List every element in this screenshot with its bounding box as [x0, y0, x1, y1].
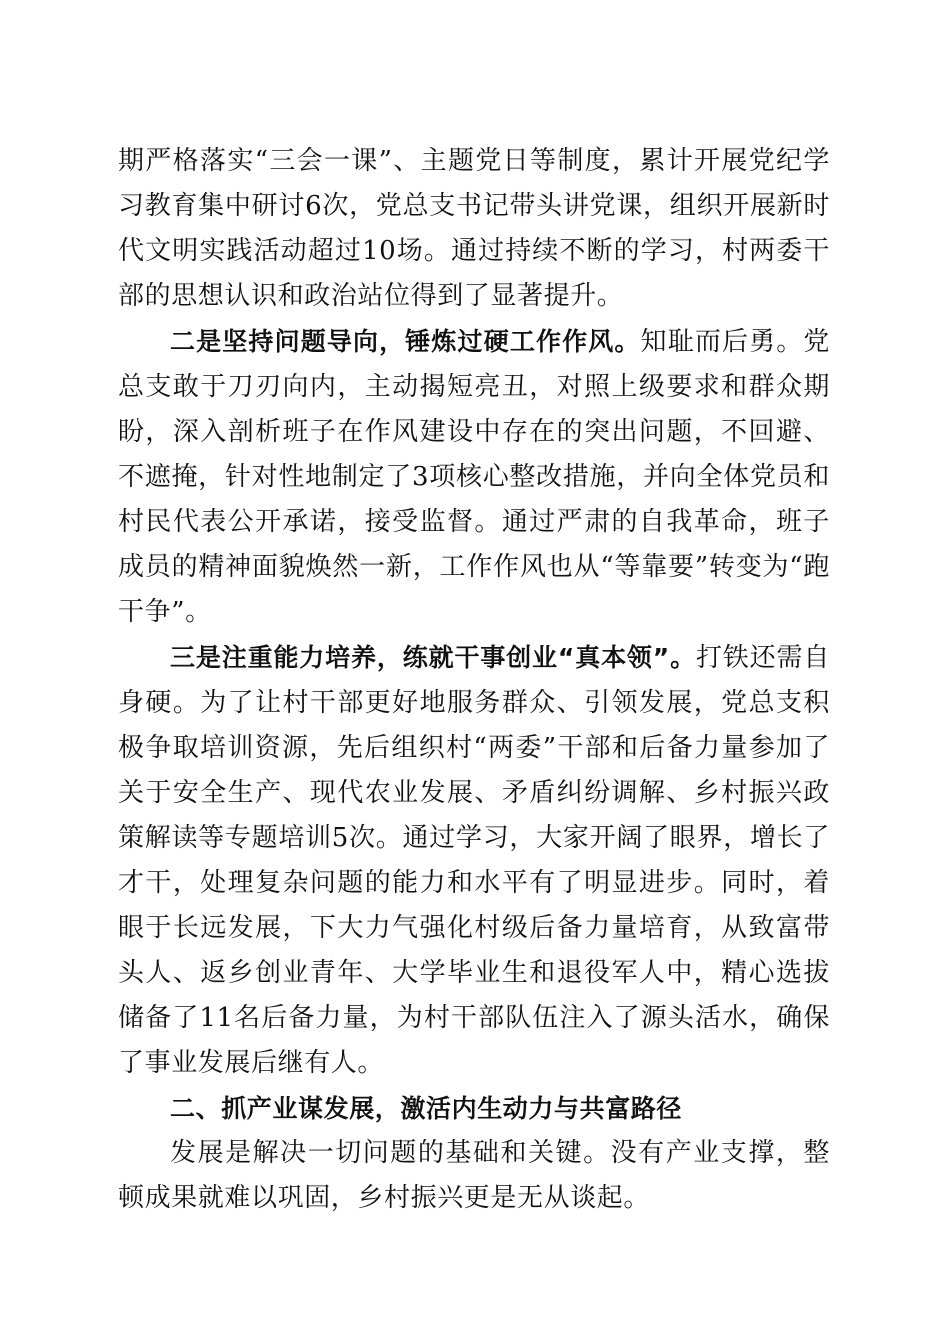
- paragraph-lead-sentence: 二是坚持问题导向，锤炼过硬工作作风。: [170, 327, 641, 356]
- paragraph-text: 知耻而后勇。党总支敢于刀刃向内，主动揭短亮丑，对照上级要求和群众期盼，深入剖析班子在作风建设中存在的突出问题，不回避、不遮掩，针对性地制定了3项核心整改措施，并向全体党员和村民代表公开承诺，接受监督。通过严肃的自我革命，班子成员的精神面貌焕然一新，工作作风也从“等靠要”转变为“跑干争”。: [118, 327, 830, 627]
- paragraph-text: 发展是解决一切问题的基础和关键。没有产业支撑，整顿成果就难以巩固，乡村振兴更是无从谈起。: [118, 1138, 830, 1213]
- section-heading: 二、抓产业谋发展，激活内生动力与共富路径: [170, 1094, 683, 1123]
- paragraph-lead-sentence: 三是注重能力培养，练就干事创业“真本领”。: [170, 643, 696, 672]
- paragraph-text: 期严格落实“三会一课”、主题党日等制度，累计开展党纪学习教育集中研讨6次，党总支书记带头讲党课，组织开展新时代文明实践活动超过10场。通过持续不断的学习，村两委干部的思想认识和政治站位得到了显著提升。: [118, 146, 830, 311]
- paragraph-capacity-building: [118, 635, 830, 1086]
- paragraph-development-intro: [118, 1131, 830, 1221]
- document-page: [118, 139, 830, 1221]
- paragraph-text: 打铁还需自身硬。为了让村干部更好地服务群众、引领发展，党总支积极争取培训资源，先后组织村“两委”干部和后备力量参加了关于安全生产、现代农业发展、矛盾纠纷调解、乡村振兴政策解读等专题培训5次。通过学习，大家开阔了眼界，增长了才干，处理复杂问题的能力和水平有了明显进步。同时，着眼于长远发展，下大力气强化村级后备力量培育，从致富带头人、返乡创业青年、大学毕业生和退役军人中，精心选拔储备了11名后备力量，为村干部队伍注入了源头活水，确保了事业发展后继有人。: [118, 643, 830, 1078]
- paragraph-work-style: [118, 319, 830, 635]
- paragraph-study-education: [118, 139, 830, 319]
